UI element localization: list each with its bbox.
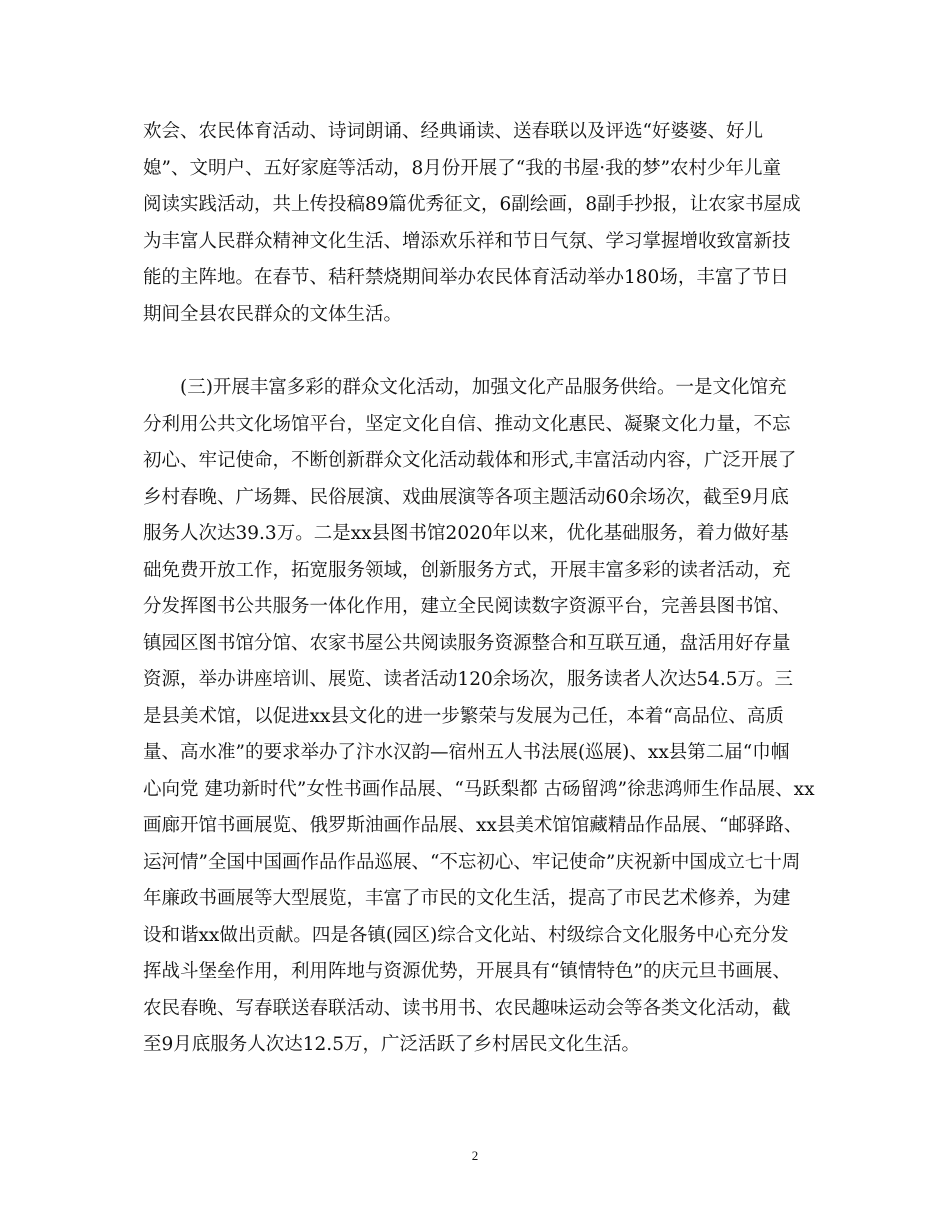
text-line: 运河情”全国中国画作品作品巡展、“不忘初心、牢记使命”庆祝新中国成立七十周	[143, 851, 801, 873]
text-line: 服务人次达39.3万。二是xx县图书馆2020年以来，优化基础服务，着力做好基	[143, 523, 789, 544]
text-line: 画廊开馆书画展览、俄罗斯油画作品展、xx县美术馆馆藏精品作品展、“邮驿路、	[143, 815, 803, 836]
text-line: 欢会、农民体育活动、诗词朗诵、经典诵读、送春联以及评选“好婆婆、好儿	[143, 121, 763, 142]
text-line: 挥战斗堡垒作用，利用阵地与资源优势，开展具有“镇情特色”的庆元旦书画展、	[143, 961, 791, 982]
text-line: (三)开展丰富多彩的群众文化活动，加强文化产品服务供给。一是文化馆充	[143, 377, 787, 398]
paragraph-2	[143, 370, 818, 1064]
text-line: 能的主阵地。在春节、秸秆禁烧期间举办农民体育活动举办180场，丰富了节日	[143, 267, 789, 288]
text-line: 镇园区图书馆分馆、农家书屋公共阅读服务资源整合和互联互通，盘活用好存量	[143, 632, 791, 654]
text-line: 为丰富人民群众精神文化生活、增添欢乐祥和节日气氛、学习掌握增收致富新技	[143, 230, 791, 252]
text-line: 农民春晚、写春联送春联活动、读书用书、农民趣味运动会等各类文化活动，截	[143, 997, 791, 1019]
text-line: 分发挥图书公共服务一体化作用，建立全民阅读数字资源平台，完善县图书馆、	[143, 596, 791, 617]
text-line: 资源，举办讲座培训、展览、读者活动120余场次，服务读者人次达54.5万。三	[143, 669, 794, 690]
text-line: 年廉政书画展等大型展览，丰富了市民的文化生活，提高了市民艺术修养，为建	[143, 888, 791, 909]
text-line: 分利用公共文化场馆平台，坚定文化自信、推动文化惠民、凝聚文化力量，不忘	[143, 413, 791, 435]
text-line: 期间全县农民群众的文体生活。	[143, 303, 403, 325]
text-line: 媳”、文明户、五好家庭等活动，8月份开展了“我的书屋·我的梦”农村少年儿童	[143, 157, 782, 179]
text-line: 心向党 建功新时代”女性书画作品展、“马跃梨都 古砀留鸿”徐悲鸿师生作品展、xx	[143, 778, 815, 800]
text-line: 至9月底服务人次达12.5万，广泛活跃了乡村居民文化生活。	[143, 1034, 640, 1055]
text-line: 是县美术馆，以促进xx县文化的进一步繁荣与发展为己任，本着“高品位、高质	[143, 705, 784, 727]
paragraph-1	[143, 114, 818, 333]
page-number: 2	[471, 1148, 479, 1163]
text-line: 础免费开放工作，拓宽服务领域，创新服务方式，开展丰富多彩的读者活动，充	[143, 559, 791, 581]
text-line: 乡村春晚、广场舞、民俗展演、戏曲展演等各项主题活动60余场次，截至9月底	[143, 486, 789, 508]
text-line: 量、高水准”的要求举办了汴水汉韵—宿州五人书法展(巡展)、xx县第二届“巾帼	[143, 742, 790, 763]
text-line: 设和谐xx做出贡献。四是各镇(园区)综合文化站、村级综合文化服务中心充分发	[143, 924, 789, 946]
text-line: 初心、牢记使命，不断创新群众文化活动载体和形式,丰富活动内容，广泛开展了	[143, 450, 797, 471]
text-line: 阅读实践活动，共上传投稿89篇优秀征文，6副绘画，8副手抄报，让农家书屋成	[143, 194, 801, 215]
